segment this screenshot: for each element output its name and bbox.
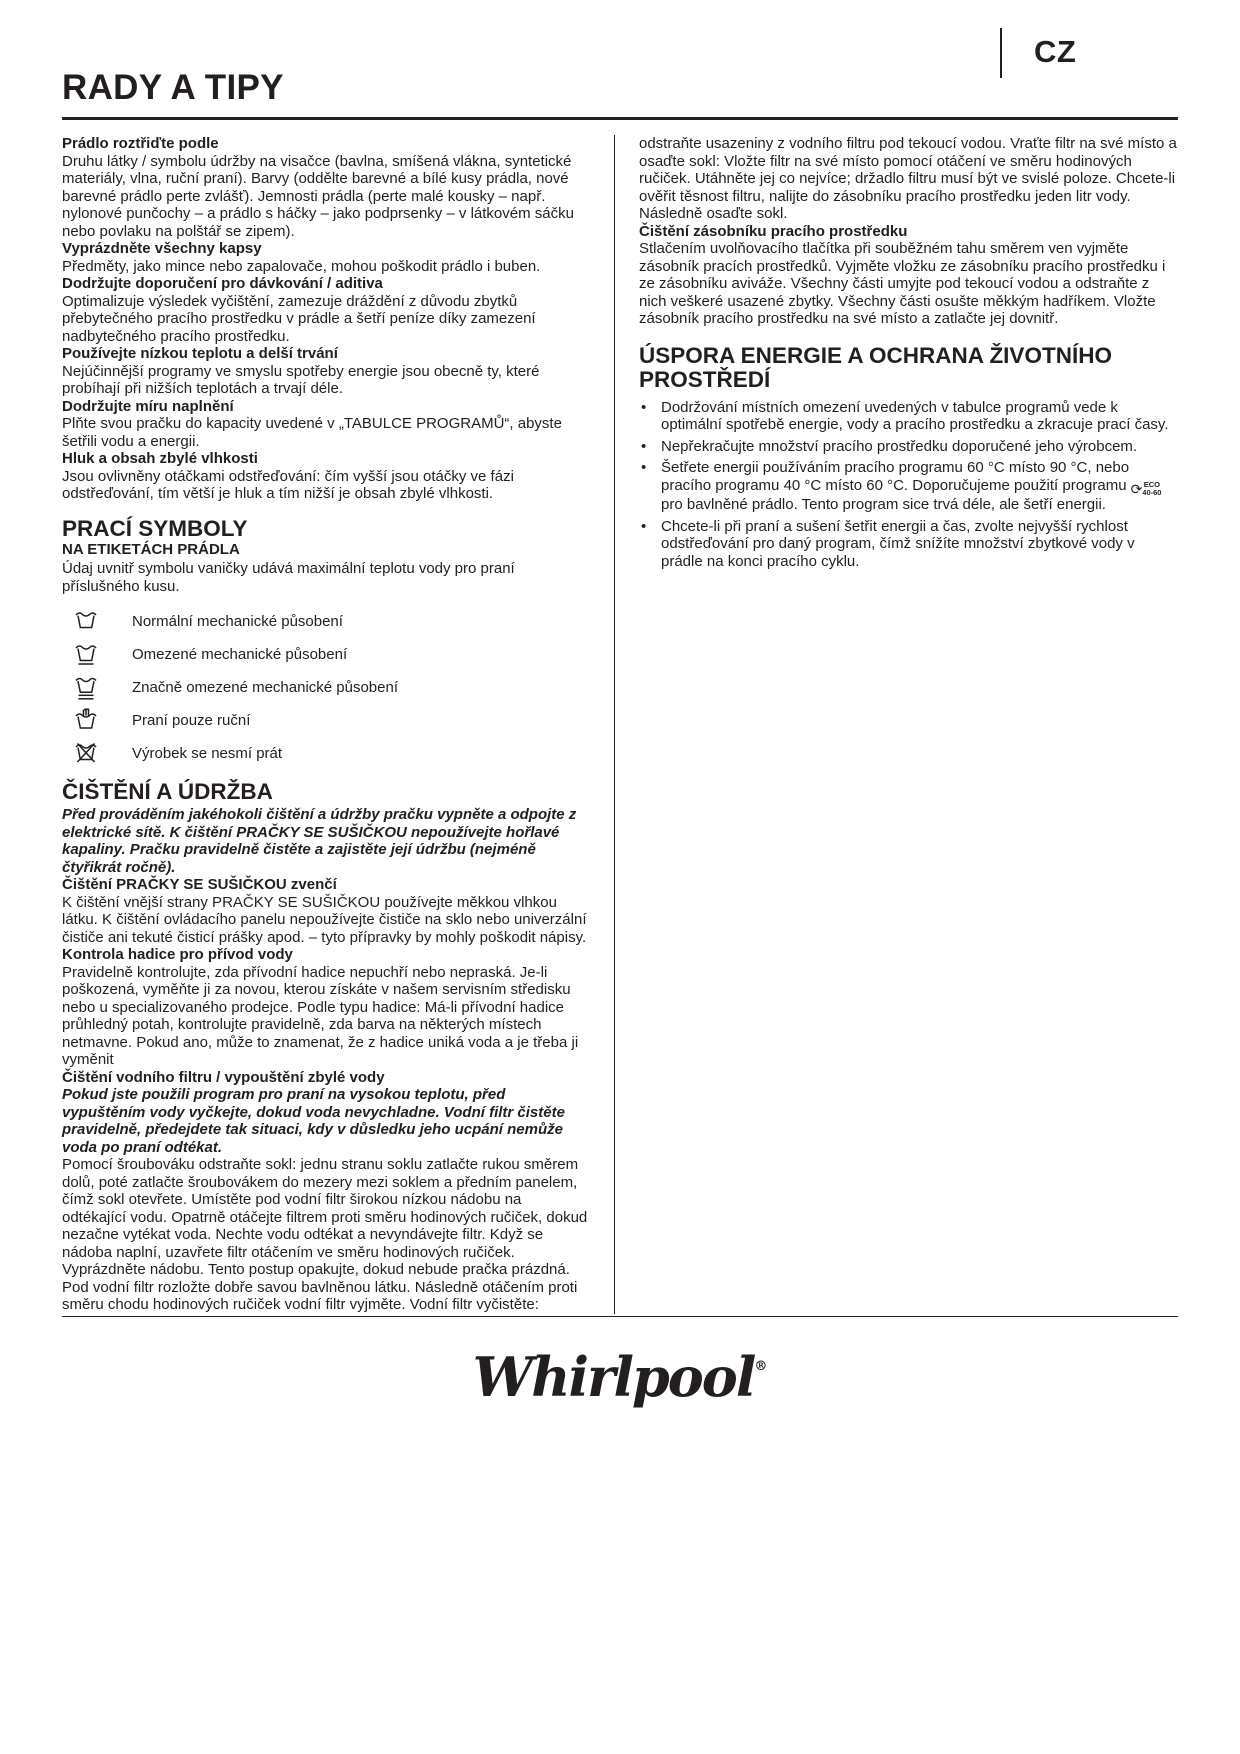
subsection-body: Stlačením uvolňovacího tlačítka při souběžném tahu směrem ven vyjměte zásobník pracích prostředků. Vyjměte vložku ze zásobníku pracího prostředku i ze zásobníku aviváže. Všechny části umyjte pod tekoucí vodou a odstraňte z nich veškeré usazené zbytky. Všechny části osušte měkkým hadříkem. Vložte zásobník pracího prostředku na své místo a zatlačte jej dovnitř. (639, 240, 1166, 327)
cleaning-water-filter (62, 1069, 588, 1314)
tip-empty-pockets (62, 240, 588, 275)
tip-heading: Dodržujte doporučení pro dávkování / aditiva (62, 275, 383, 292)
symbol-row (62, 671, 588, 704)
tip-load-size (62, 398, 588, 451)
tip-body: Jsou ovlivněny otáčkami odstřeďování: čím vyšší jsou otáčky ve fázi odstřeďování, tím větší je hluk a tím nižší je obsah zbylé vlhkosti. (62, 467, 514, 502)
energy-tip (639, 518, 1178, 571)
subsection-heading: Čištění PRAČKY SE SUŠIČKOU zvenčí (62, 876, 337, 893)
energy-tips-list (639, 399, 1178, 571)
cleaning-exterior (62, 876, 588, 946)
tip-sorting (62, 135, 588, 240)
country-code-divider (1000, 28, 1002, 78)
energy-tip-text (661, 459, 1178, 514)
bullet-marker (639, 459, 661, 514)
eco-40-60-program-icon (1131, 481, 1162, 496)
subsection-note: Pokud jste použili program pro praní na vysokou teplotu, před vypuštěním vody vyčkejte, dokud voda nevychladne. Vodní filtr čistěte pravidelně, předejdete tak situaci, kdy v důsledku jeho ucpání nemůže voda po praní odtékat. (62, 1086, 565, 1156)
tip-heading: Vyprázdněte všechny kapsy (62, 240, 262, 257)
cleaning-title: ČIŠTĚNÍ A ÚDRŽBA (62, 779, 273, 804)
subsection-body: Pravidelně kontrolujte, zda přívodní hadice nepuchří nebo nepraská. Je-li poškozená, vyměňte ji za novou, kterou získáte v našem servisním středisku nebo u specializovaného prodejce. Podle typu hadice: Má-li přívodní hadice průhledný potah, kontrolujte pravidelně, zda barva na některých místech netmavne. Pokud ano, může to znamenat, že z hadice uniká voda a je třeba ji vyměnit (62, 963, 579, 1068)
right-column (615, 135, 1178, 1314)
subsection-body: K čištění vnější strany PRAČKY SE SUŠIČKOU používejte měkkou vlhkou látku. K čištění ovládacího panelu nepoužívejte čističe na sklo nebo univerzální čističe ani tekuté čisticí prášky apod. – tyto přípravky by mohly poškodit nápisy. (62, 893, 587, 946)
symbol-row (62, 605, 588, 638)
detergent-dispenser-cleaning (639, 223, 1178, 328)
footer-logo-area (62, 1345, 1178, 1409)
energy-tip (639, 459, 1178, 514)
symbol-row (62, 737, 588, 770)
symbol-label: Normální mechanické působení (132, 612, 343, 630)
footer-rule (62, 1316, 1178, 1317)
tip-body: Plňte svou pračku do kapacity uvedené v „TABULCE PROGRAMŮ“, abyste šetřili vodu a energii. (62, 415, 562, 450)
energy-tip-text: Chcete-li při praní a sušení šetřit energii a čas, zvolte nejvyšší rychlost odstřeďování pro daný program, čímž snížíte množství zbytkové vody v prádle na konci pracího cyklu. (661, 517, 1135, 570)
wash-symbols-title: PRACÍ SYMBOLY (62, 515, 248, 541)
tip-heading: Prádlo roztřiďte podle (62, 135, 219, 152)
brand-wordmark: Whirlpool (472, 1344, 755, 1409)
energy-tip (639, 438, 1178, 456)
symbol-row (62, 704, 588, 737)
content-columns (62, 135, 1178, 1314)
subsection-heading: Čištění zásobníku pracího prostředku (639, 222, 908, 240)
title-rule (62, 117, 1178, 120)
symbol-label: Výrobek se nesmí prát (132, 744, 283, 762)
hand-wash-icon (62, 707, 132, 734)
wash-very-mild-icon (62, 674, 132, 701)
tip-heading: Hluk a obsah zbylé vlhkosti (62, 450, 258, 467)
cleaning-inlet-hose (62, 946, 588, 1069)
page-title: RADY A TIPY (62, 68, 284, 107)
tip-heading: Používejte nízkou teplotu a delší trvání (62, 345, 338, 362)
cycle-arrow-glyph: ⟳ (1130, 480, 1143, 497)
tip-body: Nejúčinnější programy ve smyslu spotřeby energie jsou obecně ty, které probíhají při nižších teplotách a trvají déle. (62, 362, 540, 397)
energy-tip (639, 399, 1178, 434)
left-column (62, 135, 615, 1314)
tip-heading: Dodržujte míru naplnění (62, 397, 234, 415)
tip-noise-moisture (62, 450, 588, 503)
energy-tip-text-after: pro bavlněné prádlo. Tento program sice trvá déle, ale šetří energii. (661, 496, 1106, 513)
whirlpool-logo (473, 1345, 768, 1409)
wash-symbols-table (62, 605, 588, 770)
wash-symbols-intro: Údaj uvnitř symbolu vaničky udává maximální teplotu vody pro praní příslušného kusu. (62, 560, 515, 595)
country-code: CZ (1034, 34, 1077, 69)
eco-icon-bottom-text: 40-60 (1142, 487, 1162, 497)
energy-saving-title: ÚSPORA ENERGIE A OCHRANA ŽIVOTNÍHO PROSTŘEDÍ (639, 342, 1112, 392)
bullet-marker (639, 438, 661, 456)
wash-symbols-subtitle: NA ETIKETÁCH PRÁDLA (62, 540, 240, 558)
energy-tip-text: Dodržování místních omezení uvedených v tabulce programů vede k optimální spotřebě energie, vody a pracího prostředku a zkracuje prací časy. (661, 398, 1169, 433)
tip-dosing (62, 275, 588, 345)
energy-tip-text: Nepřekračujte množství pracího prostředku doporučené jeho výrobcem. (661, 437, 1138, 455)
subsection-body: Pomocí šroubováku odstraňte sokl: jednu stranu soklu zatlačte rukou směrem dolů, poté zatlačte šroubovákem do mezery mezi soklem a předním panelem, čímž sokl otevřete. Umístěte pod vodní filtr širokou nízkou nádobu na odtékající vodu. Opatrně otáčejte filtrem proti směru hodinových ručiček, dokud nezačne vytékat voda. Nechte vodu odtékat a nevyndávejte filtr. Když se nádoba naplní, uzavřete filtr otáčením ve směru hodinových ručiček. Vyprázdněte nádobu. Tento postup opakujte, dokud nebude pračka prázdná. Pod vodní filtr rozložte dobře savou bavlněnou látku. Následně otáčením proti směru chodu hodinových ručiček vodní filtr vyjměte. Vodní filtr vyčistěte: (62, 1156, 588, 1313)
symbol-row (62, 638, 588, 671)
energy-tip-text-before: Šetřete energii používáním pracího programu 60 °C místo 90 °C, nebo pracího programu 40 °C místo 60 °C. Doporučujeme použití programu (661, 459, 1130, 494)
tip-body: Optimalizuje výsledek vyčištění, zamezuje dráždění z důvodu zbytků přebytečného pracího prostředku v prádle a šetří peníze díky zamezení nadbytečného pracího prostředku. (62, 292, 536, 345)
symbol-label: Značně omezené mechanické působení (132, 678, 399, 696)
filter-continuation: odstraňte usazeniny z vodního filtru pod tekoucí vodou. Vraťte filtr na své místo a osaďte sokl: Vložte filtr na své místo pomocí otáčení ve směru hodinových ručiček. Utáhněte jej co nejvíce; držadlo filtru musí být ve svislé poloze. Chcete-li ověřit těsnost filtru, nalijte do zásobníku pracího prostředku jeden litr vody. Následně osaďte sokl. (639, 135, 1177, 222)
subsection-heading: Kontrola hadice pro přívod vody (62, 946, 293, 963)
cleaning-warning: Před prováděním jakéhokoli čištění a údržby pračku vypněte a odpojte z elektrické sítě. K čištění PRAČKY SE SUŠIČKOU nepoužívejte hořlavé kapaliny. Pračku pravidelně čistěte a zajistěte její údržbu (nejméně čtyřikrát ročně). (62, 806, 577, 876)
bullet-marker (639, 399, 661, 434)
tip-low-temperature (62, 345, 588, 398)
wash-mild-icon (62, 641, 132, 668)
subsection-heading: Čištění vodního filtru / vypouštění zbylé vody (62, 1068, 385, 1086)
bullet-marker (639, 518, 661, 571)
tip-body: Předměty, jako mince nebo zapalovače, mohou poškodit prádlo i buben. (62, 257, 541, 275)
wash-normal-icon (62, 608, 132, 635)
tip-body: Druhu látky / symbolu údržby na visačce (bavlna, smíšená vlákna, syntetické materiály, vlna, ruční praní). Barvy (oddělte barevné a bílé kusy prádla, nové barevné prádlo perte zvlášť). Jemnosti prádla (perte malé kousky – např. nylonové punčochy – a prádlo s háčky – jako podprsenky – v látkovém sáčku nebo povlaku na polštář se zipem). (62, 152, 574, 240)
do-not-wash-icon (62, 740, 132, 767)
registered-trademark-mark: ® (754, 1358, 768, 1374)
eco-icon-top-text: ECO (1143, 480, 1161, 489)
symbol-label: Praní pouze ruční (132, 711, 251, 729)
symbol-label: Omezené mechanické působení (132, 645, 348, 663)
